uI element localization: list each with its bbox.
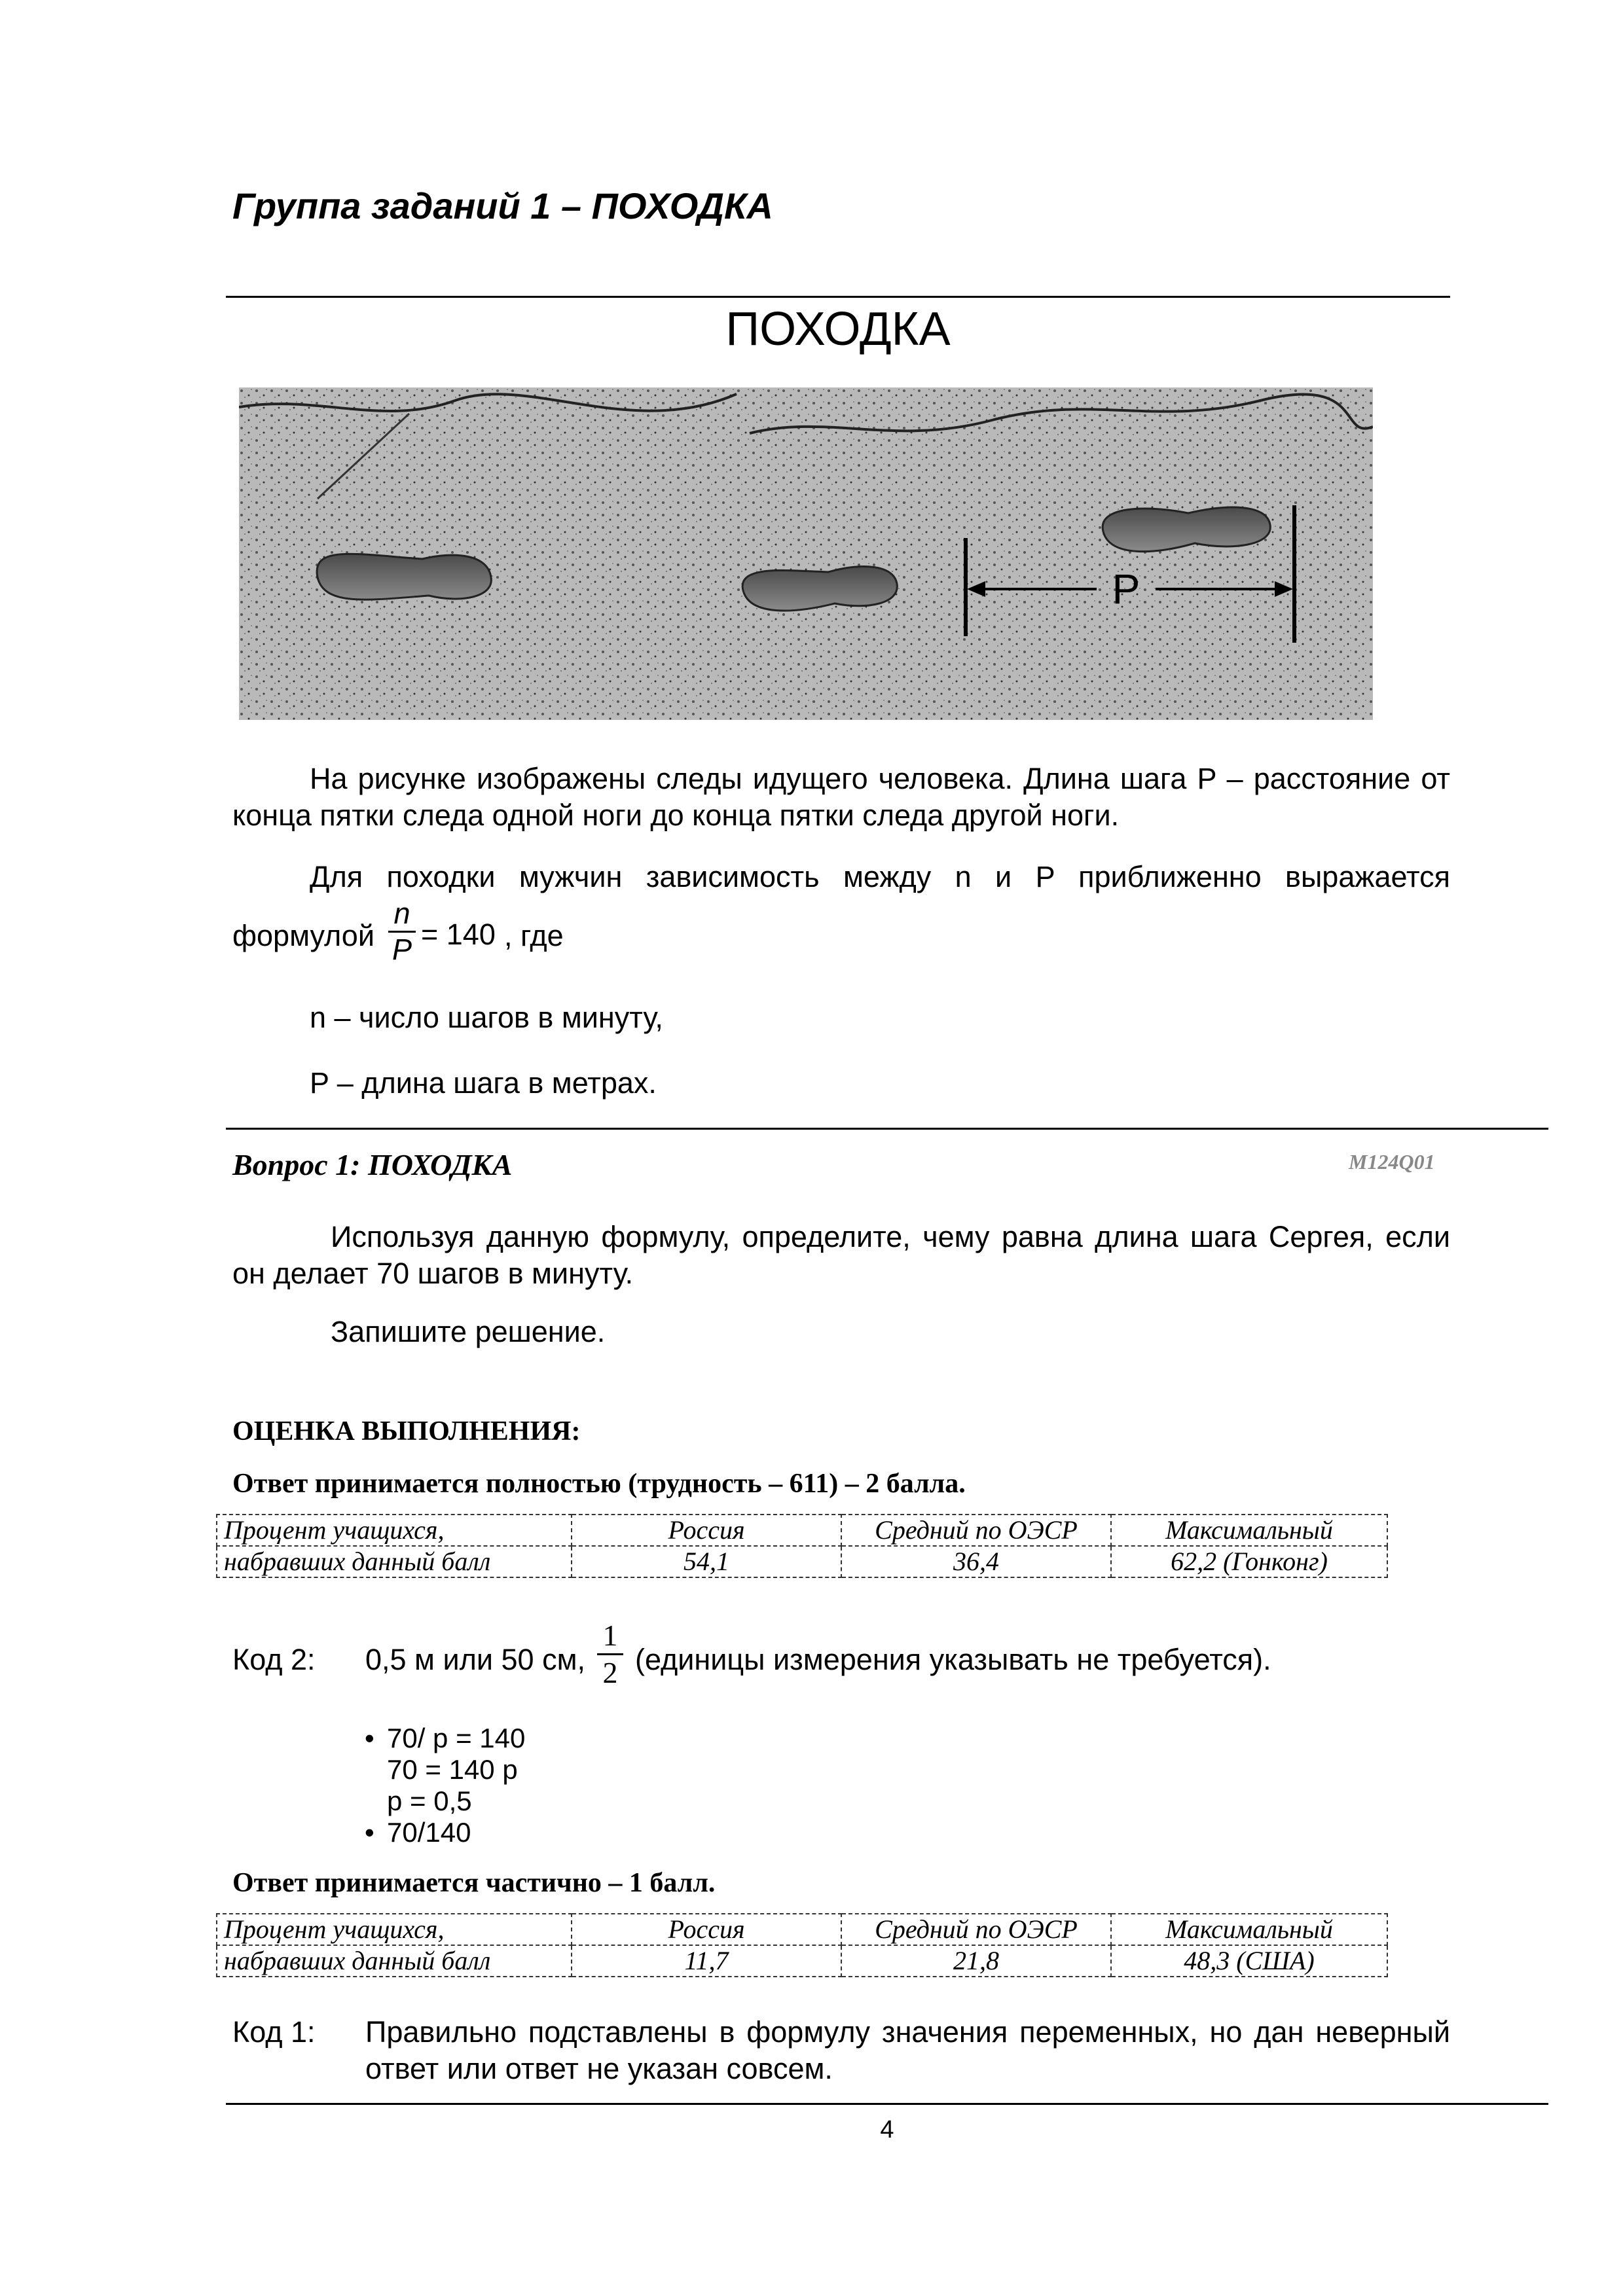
footprints-figure [239, 387, 1373, 720]
formula-numerator: n [393, 897, 410, 930]
table-row [217, 1914, 1387, 1945]
table-header: Максимальный [1111, 1515, 1387, 1546]
code-2-text-a: 0,5 м или 50 см, [365, 1643, 586, 1676]
code-1-text: Правильно подставлены в формулу значения переменных, но дан неверный ответ или ответ не указан совсем. [365, 2015, 1450, 2085]
page-title: ПОХОДКА [725, 303, 951, 355]
question-instruction: Запишите решение. [331, 1315, 606, 1348]
list-item: • 70/140 [365, 1817, 471, 1848]
code-2-text-b: (единицы измерения указывать не требуется). [635, 1643, 1271, 1676]
bullet-icon: • [365, 1817, 374, 1848]
intro-paragraph-1: На рисунке изображены следы идущего человека. Длина шага P – расстояние от конца пятки следа одной ноги до конца пятки следа другой ноги. [232, 762, 1450, 832]
table-row [217, 1515, 1387, 1546]
table-cell: 21,8 [841, 1945, 1111, 1977]
question-text: Используя данную формулу, определите, чему равна длина шага Сергея, если он делает 70 шагов в минуту. [232, 1220, 1450, 1290]
definition-n: n – число шагов в минуту, [310, 1001, 663, 1034]
table-header: Россия [572, 1914, 841, 1945]
code-2-fraction [597, 1618, 623, 1691]
table-cell: 36,4 [841, 1546, 1111, 1577]
step-label: P [1112, 565, 1140, 613]
table-row [217, 1945, 1387, 1977]
table-label: Процент учащихся, [217, 1914, 572, 1945]
question-code: M124Q01 [1349, 1150, 1435, 1174]
partial-credit-table [216, 1913, 1388, 1977]
page-number: 4 [880, 2116, 894, 2144]
table-label: набравших данный балл [217, 1945, 572, 1977]
formula-fraction [388, 897, 416, 967]
table-header: Максимальный [1111, 1914, 1387, 1945]
list-item: • 70/ p = 140 70 = 140 p p = 0,5 [365, 1723, 526, 1816]
formula-suffix: , где [504, 919, 564, 952]
code-1-label: Код 1: [232, 2015, 316, 2049]
partial-credit-heading: Ответ принимается частично – 1 балл. [232, 1868, 716, 1898]
table-row [217, 1546, 1387, 1577]
table-cell: 62,2 (Гонконг) [1111, 1546, 1387, 1577]
group-heading: Группа заданий 1 – ПОХОДКА [232, 185, 773, 226]
scoring-heading: ОЦЕНКА ВЫПОЛНЕНИЯ: [232, 1416, 581, 1446]
table-header: Средний по ОЭСР [841, 1914, 1111, 1945]
title-rule [226, 296, 1450, 298]
full-credit-heading: Ответ принимается полностью (трудность – 611) – 2 балла. [232, 1469, 966, 1499]
table-cell: 54,1 [572, 1546, 841, 1577]
footprint [742, 567, 897, 611]
footprint [1103, 507, 1270, 552]
footprint [317, 554, 491, 600]
table-label: набравших данный балл [217, 1546, 572, 1577]
formula-prefix: формулой [232, 919, 374, 952]
full-credit-table [216, 1514, 1388, 1578]
formula-rhs: = 140 [421, 918, 496, 951]
bullet-icon: • [365, 1723, 374, 1753]
table-label: Процент учащихся, [217, 1515, 572, 1546]
table-cell: 11,7 [572, 1945, 841, 1977]
definition-p: P – длина шага в метрах. [310, 1066, 657, 1100]
table-header: Россия [572, 1515, 841, 1546]
formula-denominator: P [392, 933, 412, 966]
footer-rule [226, 2103, 1548, 2105]
table-header: Средний по ОЭСР [841, 1515, 1111, 1546]
intro-paragraph-2: Для походки мужчин зависимость между n и P приближенно выражается [310, 860, 1450, 893]
sand-background [239, 387, 1373, 720]
code-2-label: Код 2: [232, 1643, 316, 1676]
question-title: Вопрос 1: ПОХОДКА [232, 1148, 513, 1181]
fraction-denominator: 2 [602, 1656, 618, 1689]
table-cell: 48,3 (США) [1111, 1945, 1387, 1977]
fraction-numerator: 1 [602, 1619, 618, 1652]
solution-list [363, 1723, 525, 1848]
question-rule [226, 1128, 1548, 1130]
